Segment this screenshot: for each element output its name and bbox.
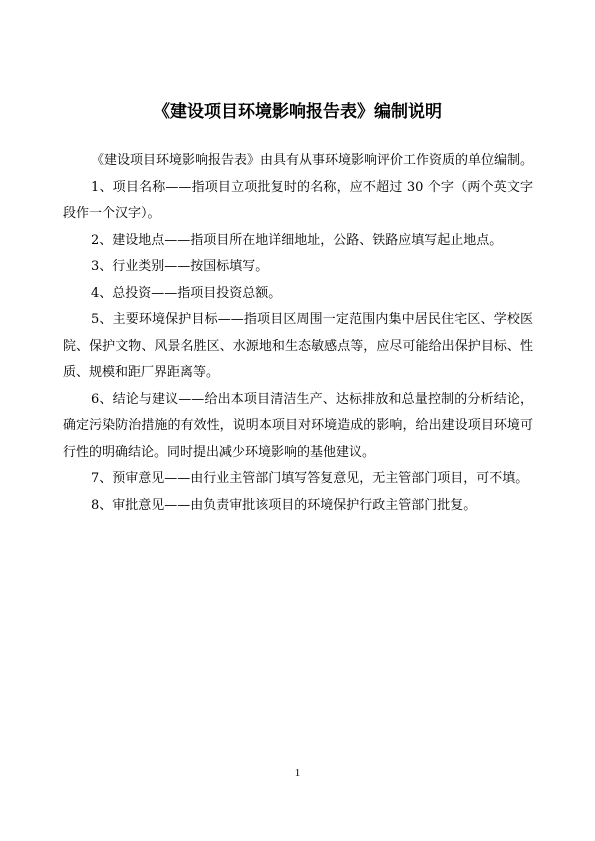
paragraph-pre-review: 7、预审意见——由行业主管部门填写答复意见，无主管部门项目，可不填。 xyxy=(91,471,529,486)
paragraph-construction-site: 2、建设地点——指项目所在地详细地址，公路、铁路应填写起止地点。 xyxy=(91,232,503,248)
paragraph-project-name: 1、项目名称——指项目立项批复时的名称，应不超过 30 个字（两个英文字段作一个汉字）。 xyxy=(63,179,533,221)
paragraph-conclusions: 6、结论与建议——给出本项目清洁生产、达标排放和总量控制的分析结论，确定污染防治措施的有效性，说明本项目对环境造成的影响，给出建设项目环境可行性的明确结论。同时提出减少环境影响的基他建议。 xyxy=(63,391,533,460)
document-title: 《建设项目环境影响报告表》编制说明 xyxy=(153,102,442,122)
document-body xyxy=(63,148,533,519)
paragraph-protection-targets: 5、主要环境保护目标——指项目区周围一定范围内集中居民住宅区、学校医院、保护文物、风景名胜区、水源地和生态敏感点等，应尽可能给出保护目标、性质、规模和距厂界距离等。 xyxy=(63,312,533,380)
page-number: 1 xyxy=(294,767,301,779)
paragraph-intro: 《建设项目环境影响报告表》由具有从事环境影响评价工作资质的单位编制。 xyxy=(91,153,534,168)
paragraph-approval: 8、审批意见——由负责审批该项目的环境保护行政主管部门批复。 xyxy=(91,497,477,513)
paragraph-total-investment: 4、总投资——指项目投资总额。 xyxy=(91,285,282,301)
paragraph-industry-category: 3、行业类别——按国标填写。 xyxy=(91,259,269,274)
